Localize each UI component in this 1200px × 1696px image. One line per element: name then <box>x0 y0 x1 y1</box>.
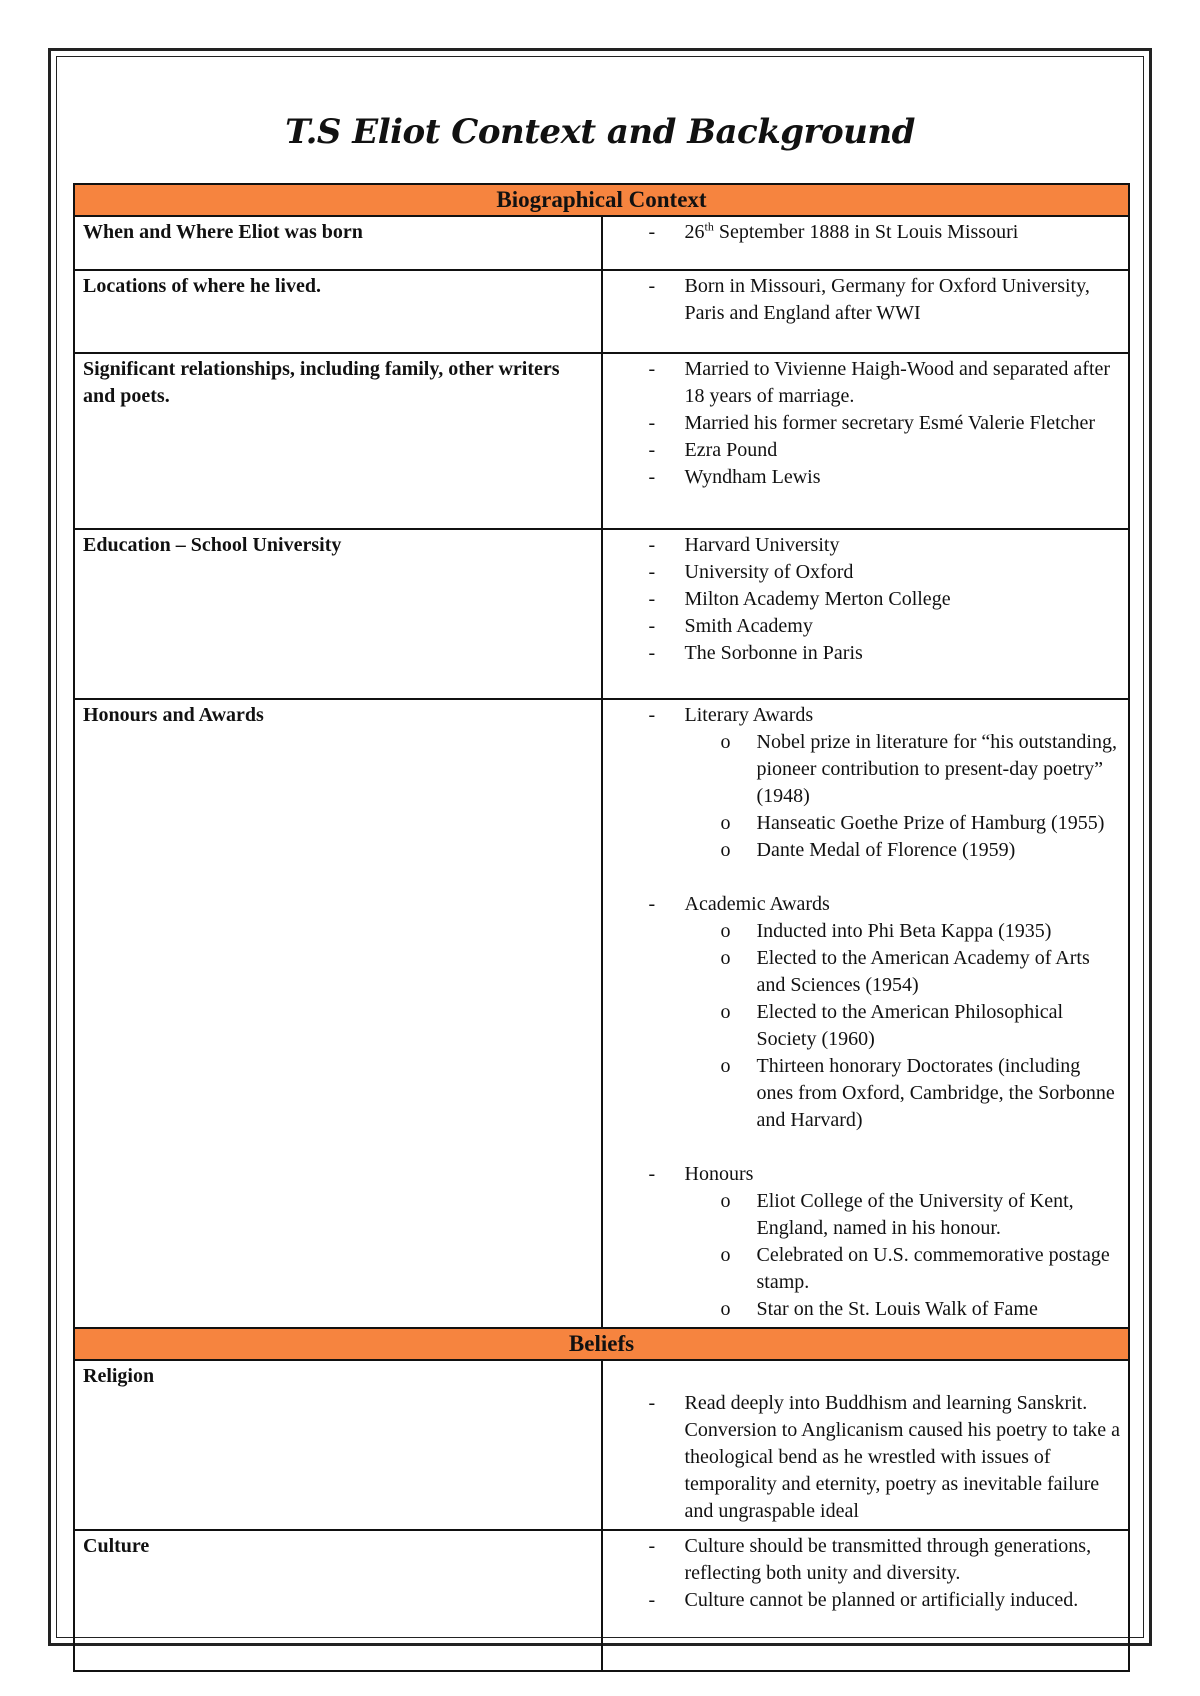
sub-list-item: o Elected to the American Philosophical Society (1960) <box>685 999 1121 1053</box>
sub-list-item: o Hanseatic Goethe Prize of Hamburg (1955) <box>685 810 1121 837</box>
sub-list-item: o Celebrated on U.S. commemorative postage stamp. <box>685 1242 1121 1296</box>
row-label-honours: Honours and Awards <box>74 699 602 1328</box>
section-header-biographical: Biographical Context <box>74 184 1129 216</box>
sub-list-item: o Nobel prize in literature for “his outstanding, pioneer contribution to present-day poetry” (1948) <box>685 729 1121 810</box>
sub-list-item: o Dante Medal of Florence (1959) <box>685 837 1121 864</box>
row-content-education <box>602 529 1130 699</box>
section-header-beliefs: Beliefs <box>74 1328 1129 1360</box>
row-content-born <box>602 216 1130 270</box>
list-item: - Married to Vivienne Haigh-Wood and separated after 18 years of marriage. <box>611 356 1121 410</box>
row-label-culture: Culture <box>74 1530 602 1671</box>
list-item: - 26th September 1888 in St Louis Missouri <box>611 219 1121 246</box>
list-item-honours: - Honours o Eliot College of the University of Kent, England, named in his honour. o Celebrated on U.S. commemorative postage stamp. o Star on the St. Louis Walk of Fame <box>611 1161 1121 1323</box>
list-item: - Ezra Pound <box>611 437 1121 464</box>
list-item-academic-awards: - Academic Awards o Inducted into Phi Beta Kappa (1935) o Elected to the American Academy of Arts and Sciences (1954) o Elected to the American Philosophical Society (1960) o Thirteen honorary Doctorates (including ones from Oxford, Cambridge, the Sorbonne and Harvard) <box>611 891 1121 1161</box>
list-item: - Milton Academy Merton College <box>611 586 1121 613</box>
sub-list-item: o Thirteen honorary Doctorates (including ones from Oxford, Cambridge, the Sorbonne and Harvard) <box>685 1053 1121 1134</box>
list-item: - The Sorbonne in Paris <box>611 640 1121 667</box>
page-title: T.S Eliot Context and Background <box>285 112 915 152</box>
list-item: - Harvard University <box>611 532 1121 559</box>
sub-list-item: o Elected to the American Academy of Arts and Sciences (1954) <box>685 945 1121 999</box>
list-item: - Read deeply into Buddhism and learning Sanskrit. Conversion to Anglicanism caused his poetry to take a theological bend as he wrestled with issues of temporality and eternity, poetry as inevitable failure and ungraspable ideal <box>611 1390 1121 1525</box>
list-item: - Wyndham Lewis <box>611 464 1121 491</box>
row-content-relationships <box>602 353 1130 529</box>
list-item: - Married his former secretary Esmé Valerie Fletcher <box>611 410 1121 437</box>
list-item-literary-awards: - Literary Awards o Nobel prize in literature for “his outstanding, pioneer contribution to present-day poetry” (1948) o Hanseatic Goethe Prize of Hamburg (1955) o Dante Medal of Florence (1959) <box>611 702 1121 891</box>
sub-list-item: o Star on the St. Louis Walk of Fame <box>685 1296 1121 1323</box>
row-label-religion: Religion <box>74 1360 602 1530</box>
list-item: - Born in Missouri, Germany for Oxford University, Paris and England after WWI <box>611 273 1121 327</box>
row-label-lived: Locations of where he lived. <box>74 270 602 353</box>
list-item: - Culture should be transmitted through generations, reflecting both unity and diversity. <box>611 1533 1121 1587</box>
row-content-culture <box>602 1530 1130 1671</box>
list-item: - Culture cannot be planned or artificially induced. <box>611 1587 1121 1614</box>
row-content-lived <box>602 270 1130 353</box>
row-content-honours <box>602 699 1130 1328</box>
row-content-religion <box>602 1360 1130 1530</box>
list-item: - Smith Academy <box>611 613 1121 640</box>
context-table <box>73 183 1130 1672</box>
row-label-relationships: Significant relationships, including family, other writers and poets. <box>74 353 602 529</box>
sub-list-item: o Inducted into Phi Beta Kappa (1935) <box>685 918 1121 945</box>
row-label-education: Education – School University <box>74 529 602 699</box>
list-item: - University of Oxford <box>611 559 1121 586</box>
sub-list-item: o Eliot College of the University of Kent, England, named in his honour. <box>685 1188 1121 1242</box>
row-label-born: When and Where Eliot was born <box>74 216 602 270</box>
